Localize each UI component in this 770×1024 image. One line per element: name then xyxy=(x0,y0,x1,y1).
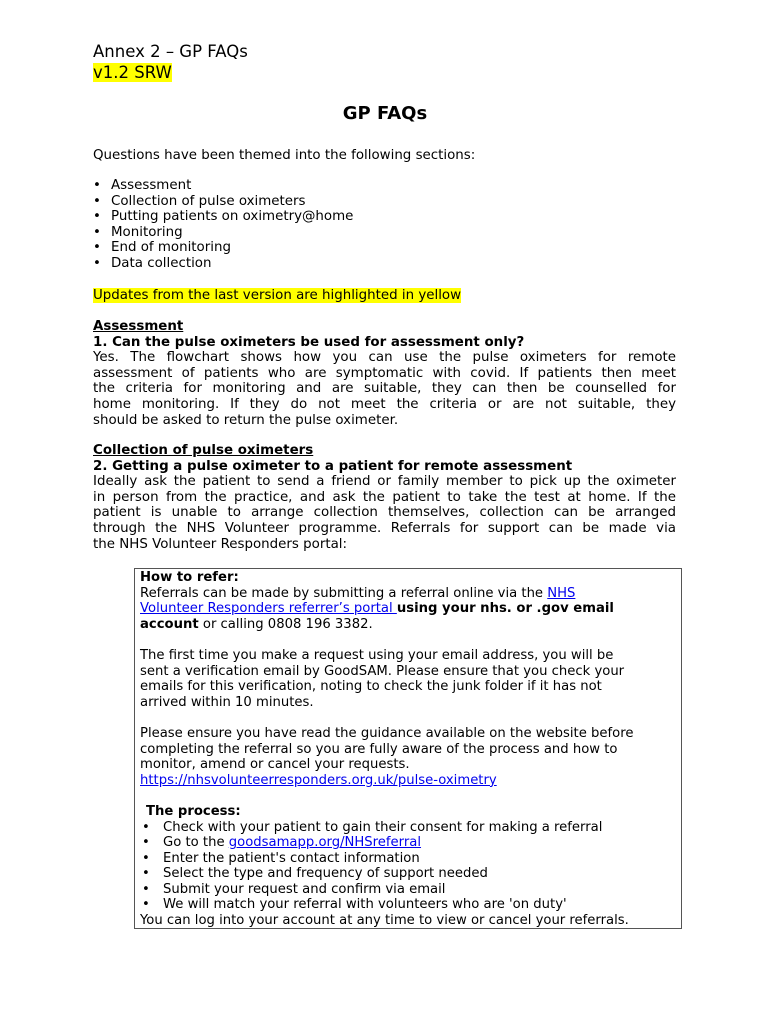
version-highlight: v1.2 SRW xyxy=(93,63,172,82)
goodsam-link[interactable]: goodsamapp.org/NHSreferral xyxy=(228,835,422,851)
process-heading: The process: xyxy=(146,803,241,819)
process-item-text: Go to the xyxy=(163,835,229,851)
intro-text: Questions have been themed into the following sections: xyxy=(93,148,476,163)
answer-line: should be asked to return the pulse oximeter. xyxy=(93,412,399,428)
refer-paragraph-1 xyxy=(140,586,681,633)
updates-highlight: Updates from the last version are highlighted in yellow xyxy=(93,288,462,303)
answer-line: Ideally ask the patient to send a friend or family member to pick up the oximeter xyxy=(93,474,676,490)
section-item: • Monitoring xyxy=(93,225,353,241)
refer-heading: How to refer: xyxy=(140,570,239,585)
answer-line: in person from the practice, and ask the patient to take the test at home. If the xyxy=(93,489,676,505)
answer-line: the criteria for monitoring and are suitable, they can then be counselled for xyxy=(93,381,676,397)
refer-text: Referrals can be made by submitting a referral online via the xyxy=(140,585,548,601)
answer-line: through the NHS Volunteer programme. Referrals for support can be made via xyxy=(93,520,676,536)
process-item: • We will match your referral with volunteers who are 'on duty' xyxy=(140,897,681,913)
p3-line: monitor, amend or cancel your requests. xyxy=(140,757,410,773)
page-title: GP FAQs xyxy=(342,103,428,124)
section-item: • End of monitoring xyxy=(93,240,353,256)
guidance-link[interactable]: https://nhsvolunteerresponders.org.uk/pulse-oximetry xyxy=(140,772,497,788)
collection-answer xyxy=(93,474,676,552)
how-to-refer-box xyxy=(134,568,682,929)
process-item: • Submit your request and confirm via email xyxy=(140,882,681,898)
process-item: • Select the type and frequency of support needed xyxy=(140,866,681,882)
p2-line: emails for this verification, noting to check the junk folder if it has not xyxy=(140,679,602,695)
p2-line: sent a verification email by GoodSAM. Please ensure that you check your xyxy=(140,663,625,679)
nhs-portal-link[interactable]: Volunteer Responders referrer’s portal xyxy=(140,601,397,617)
section-item: • Collection of pulse oximeters xyxy=(93,194,353,210)
process-item: • Check with your patient to gain their consent for making a referral xyxy=(140,820,681,836)
process-item xyxy=(140,835,681,851)
refer-paragraph-2 xyxy=(140,648,681,710)
section-item: • Data collection xyxy=(93,256,353,272)
assessment-answer xyxy=(93,350,676,428)
collection-section xyxy=(93,443,676,552)
refer-text: or calling 0808 196 3382. xyxy=(198,616,373,632)
closing-text: You can log into your account at any time to view or cancel your referrals. xyxy=(140,913,629,929)
version-label xyxy=(93,63,172,83)
assessment-question: 1. Can the pulse oximeters be used for assessment only? xyxy=(93,334,525,350)
p3-line: Please ensure you have read the guidance available on the website before xyxy=(140,725,634,741)
updates-note xyxy=(93,288,461,304)
assessment-section xyxy=(93,319,676,428)
process-item: • Enter the patient's contact information xyxy=(140,851,681,867)
answer-line: Yes. The flowchart shows how you can use the pulse oximeters for remote xyxy=(93,350,676,366)
refer-bold-text: account xyxy=(140,616,199,632)
p3-line: completing the referral so you are fully aware of the process and how to xyxy=(140,741,618,757)
section-list xyxy=(93,178,353,272)
answer-line: home monitoring. If they do not meet the criteria or are not suitable, they xyxy=(93,396,676,412)
p2-line: arrived within 10 minutes. xyxy=(140,694,314,710)
refer-paragraph-3 xyxy=(140,726,681,788)
answer-line: patient is unable to arrange collection themselves, collection can be arranged xyxy=(93,505,676,521)
annex-header: Annex 2 – GP FAQs xyxy=(93,42,248,61)
assessment-heading: Assessment xyxy=(93,319,184,334)
refer-bold-text: using your nhs. or .gov email xyxy=(396,601,614,617)
process-list xyxy=(140,820,681,914)
section-item: • Assessment xyxy=(93,178,353,194)
collection-heading: Collection of pulse oximeters xyxy=(93,443,314,458)
section-item: • Putting patients on oximetry@home xyxy=(93,209,353,225)
collection-question: 2. Getting a pulse oximeter to a patient for remote assessment xyxy=(93,458,573,474)
answer-line: the NHS Volunteer Responders portal: xyxy=(93,536,348,552)
nhs-portal-link[interactable]: NHS xyxy=(547,585,576,601)
p2-line: The first time you make a request using your email address, you will be xyxy=(140,647,614,663)
answer-line: assessment of patients who are symptomatic with covid. If patients then meet xyxy=(93,365,676,381)
